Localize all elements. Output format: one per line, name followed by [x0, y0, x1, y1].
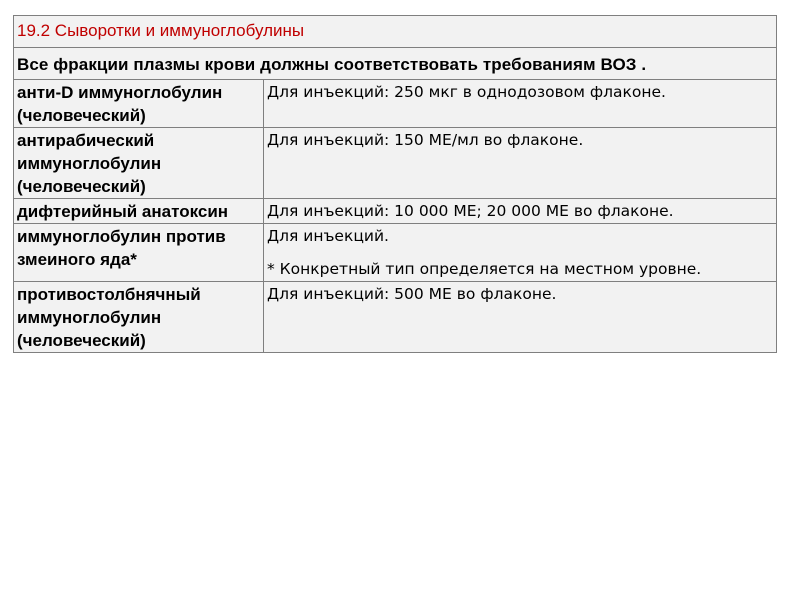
medicine-form-cell [264, 224, 777, 282]
medicine-form-cell [264, 128, 777, 199]
table-row [14, 80, 777, 128]
medicine-name: анти-D иммуноглобулин (человеческий) [17, 83, 223, 125]
medicine-form [264, 199, 776, 223]
medicine-name-cell [14, 224, 264, 282]
medicine-form [264, 224, 776, 281]
medicine-form-cell [264, 282, 777, 353]
medicine-name: антирабический иммуноглобулин (человеческий) [17, 131, 162, 196]
section-title: 19.2 Сыворотки и иммуноглобулины [17, 21, 305, 40]
medicine-form-line: Для инъекций: 500 МЕ во флаконе. [267, 285, 557, 303]
medicines-table [13, 15, 777, 353]
medicine-form-cell [264, 199, 777, 224]
table-row [14, 224, 777, 282]
medicine-form-line: Для инъекций. [267, 227, 389, 245]
table-row [14, 199, 777, 224]
medicine-name-cell [14, 80, 264, 128]
section-note-row [14, 48, 777, 80]
medicine-form [264, 80, 776, 104]
medicine-form-line: Для инъекций: 150 МЕ/мл во флаконе. [267, 131, 584, 149]
table-row [14, 282, 777, 353]
medicine-form [264, 128, 776, 152]
section-note-cell [14, 48, 777, 80]
section-title-row [14, 16, 777, 48]
medicine-name-cell [14, 128, 264, 199]
medicine-name: иммуноглобулин против змеиного яда* [17, 227, 226, 269]
section-title-cell [14, 16, 777, 48]
medicine-name: противостолбнячный иммуноглобулин (человеческий) [17, 285, 201, 350]
medicine-form-line: Для инъекций: 10 000 МЕ; 20 000 МЕ во флаконе. [267, 202, 674, 220]
section-note: Все фракции плазмы крови должны соответствовать требованиям ВОЗ . [17, 55, 647, 74]
medicine-form-cell [264, 80, 777, 128]
medicine-name-cell [14, 282, 264, 353]
medicine-form [264, 282, 776, 306]
medicine-name: дифтерийный анатоксин [17, 202, 229, 221]
table-row [14, 128, 777, 199]
medicine-form-footnote: * Конкретный тип определяется на местном уровне. [267, 260, 702, 278]
medicine-name-cell [14, 199, 264, 224]
medicine-form-line: Для инъекций: 250 мкг в однодозовом флаконе. [267, 83, 666, 101]
